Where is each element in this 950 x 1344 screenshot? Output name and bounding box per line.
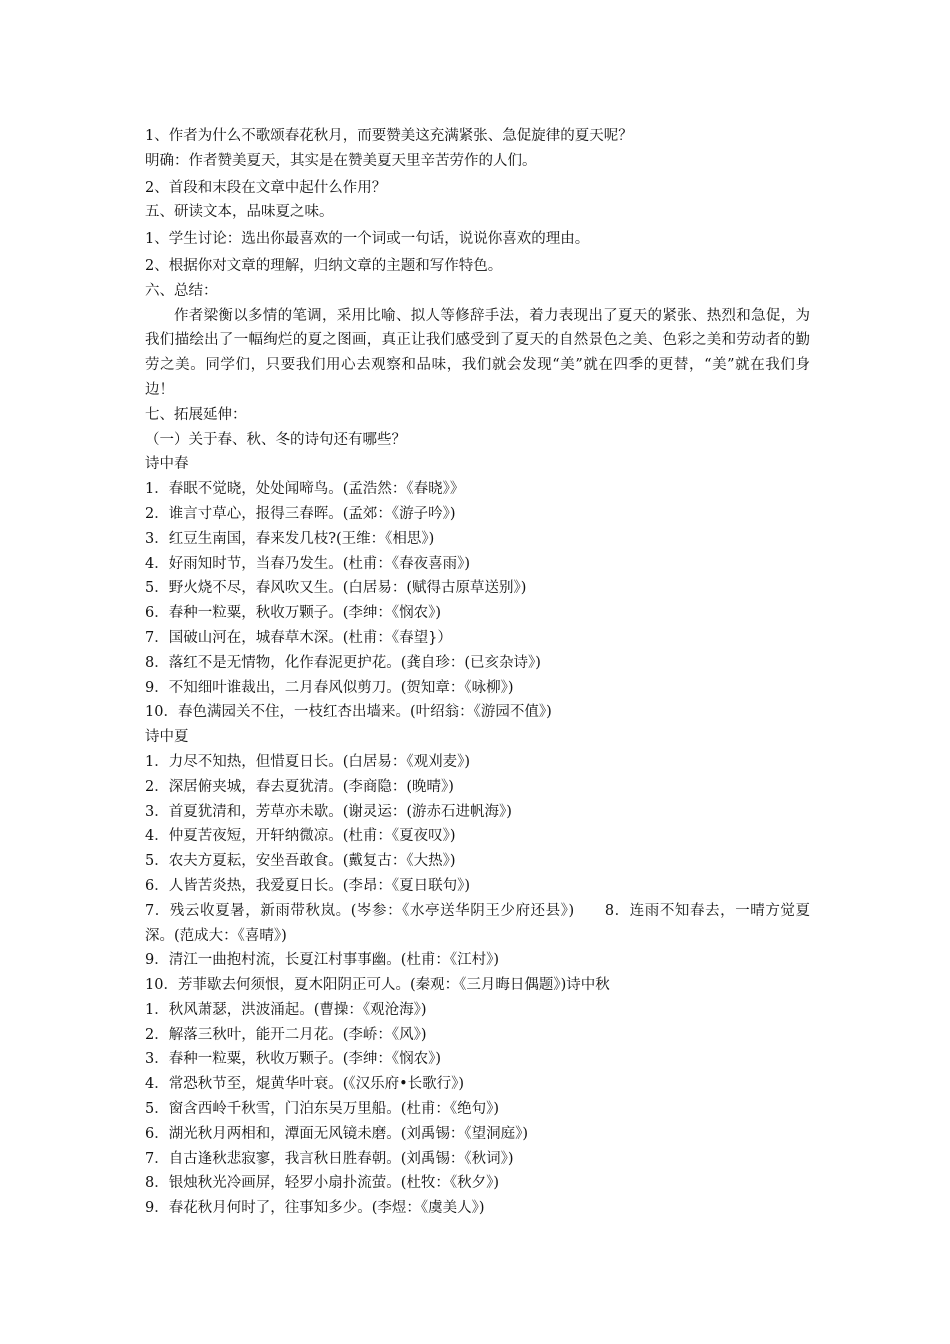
poem-line: 4．常恐秋节至，焜黄华叶衰。(《汉乐府•长歌行》) — [145, 1076, 465, 1093]
spring-heading: 诗中春 — [145, 456, 189, 473]
poem-line: 6．春种一粒粟，秋收万颗子。(李绅：《悯农》) — [145, 605, 442, 622]
poem-line: 9．不知细叶谁裁出，二月春风似剪刀。(贺知章：《咏柳》) — [145, 679, 514, 696]
question-why-summer: 1、作者为什么不歌颂春花秋月，而要赞美这充满紧张、急促旋律的夏天呢？ — [145, 128, 633, 144]
summer-poem-list — [145, 750, 810, 998]
autumn-poem-list — [145, 998, 810, 1221]
poem-line: 3．春种一粒粟，秋收万颗子。(李绅：《悯农》) — [145, 1051, 442, 1068]
poem-line: 2．谁言寸草心，报得三春晖。(孟郊：《游子吟》) — [145, 505, 456, 522]
poem-line: 8．落红不是无情物，化作春泥更护花。(龚自珍：(已亥杂诗》) — [145, 654, 541, 671]
section-seven-heading: 七、拓展延伸： — [145, 406, 247, 423]
poem-line: 1．春眠不觉晓，处处闻啼鸟。(孟浩然：《春晓》》 — [145, 481, 465, 498]
answer-why-summer: 明确：作者赞美夏天，其实是在赞美夏天里辛苦劳作的人们。 — [145, 152, 537, 169]
question-first-last-paragraph: 2、首段和末段在文章中起什么作用？ — [145, 179, 387, 196]
poem-line: 5．农夫方夏耘，安坐吾敢食。(戴复古：《大热》) — [145, 853, 456, 870]
poem-line: 7．残云收夏暑，新雨带秋岚。(岑参：《水亭送华阴王少府还县》) 8．连雨不知春去，一晴方觉夏深。(范成大：《喜晴》) — [145, 902, 810, 944]
poem-line: 8．银烛秋光冷画屏，轻罗小扇扑流萤。(杜牧：《秋夕》) — [145, 1175, 500, 1192]
poem-line: 10．春色满园关不住，一枝红杏出墙来。(叶绍翁：《游园不值》) — [145, 704, 552, 721]
poem-line: 4．好雨知时节，当春乃发生。(杜甫：《春夜喜雨》) — [145, 555, 471, 572]
poem-line: 3．首夏犹清和，芳草亦未歇。(谢灵运：(游赤石进帆海》) — [145, 803, 512, 820]
summer-heading: 诗中夏 — [145, 729, 189, 746]
poem-line: 1．力尽不知热，但惜夏日长。(白居易：《观刈麦》) — [145, 753, 471, 770]
section-six-heading: 六、总结： — [145, 282, 218, 299]
poem-line: 4．仲夏苦夜短，开轩纳微凉。(杜甫：《夏夜叹》) — [145, 828, 456, 845]
poem-line: 5．野火烧不尽，春风吹又生。(白居易：(赋得古原草送别》) — [145, 580, 527, 597]
poem-line: 6．湖光秋月两相和，潭面无风镜未磨。(刘禹锡：《望洞庭》) — [145, 1125, 529, 1142]
poem-line: 7．自古逢秋悲寂寥，我言秋日胜春朝。(刘禹锡：《秋词》) — [145, 1150, 514, 1167]
poem-line: 10．芳菲歇去何须恨，夏木阳阴正可人。(秦观：《三月晦日偶题》)诗中秋 — [145, 977, 610, 994]
poem-line: 9．清江一曲抱村流，长夏江村事事幽。(杜甫：《江村》) — [145, 952, 500, 969]
extension-question: （一）关于春、秋、冬的诗句还有哪些？ — [145, 431, 406, 448]
poem-line: 2．深居俯夹城，春去夏犹清。(李商隐：(晚晴》) — [145, 778, 454, 795]
section-five-heading: 五、研读文本，品味夏之味。 — [145, 204, 334, 221]
poem-line: 1．秋风萧瑟，洪波涌起。(曹操：《观沧海》) — [145, 1001, 427, 1018]
poem-line: 6．人皆苦炎热，我爱夏日长。(李昂：《夏日联句》) — [145, 877, 471, 894]
discussion-item-1: 1、学生讨论：选出你最喜欢的一个词或一句话，说说你喜欢的理由。 — [145, 231, 590, 248]
poem-line: 7．国破山河在，城春草木深。(杜甫：《春望}） — [145, 629, 452, 646]
poem-line: 5．窗含西岭千秋雪，门泊东吴万里船。(杜甫：《绝句》) — [145, 1101, 500, 1118]
discussion-item-2: 2、根据你对文章的理解，归纳文章的主题和写作特色。 — [145, 257, 503, 274]
document-body — [145, 124, 810, 1221]
poem-line: 3．红豆生南国，春来发几枝?(王维：《相思》) — [145, 530, 435, 547]
spring-poem-list — [145, 477, 810, 725]
poem-line: 2．解落三秋叶，能开二月花。(李峤：《风》) — [145, 1026, 427, 1043]
summary-paragraph: 作者梁衡以多情的笔调，采用比喻、拟人等修辞手法，着力表现出了夏天的紧张、热烈和急促，为我们描绘出了一幅绚烂的夏之图画，真正让我们感受到了夏天的自然景色之美、色彩之美和劳动者的勤劳之美。同学们，只要我们用心去观察和品味，我们就会发现“美”就在四季的更替，“美”就在我们身边！ — [145, 307, 810, 398]
poem-line: 9．春花秋月何时了，往事知多少。(李煜：《虞美人》) — [145, 1200, 485, 1217]
